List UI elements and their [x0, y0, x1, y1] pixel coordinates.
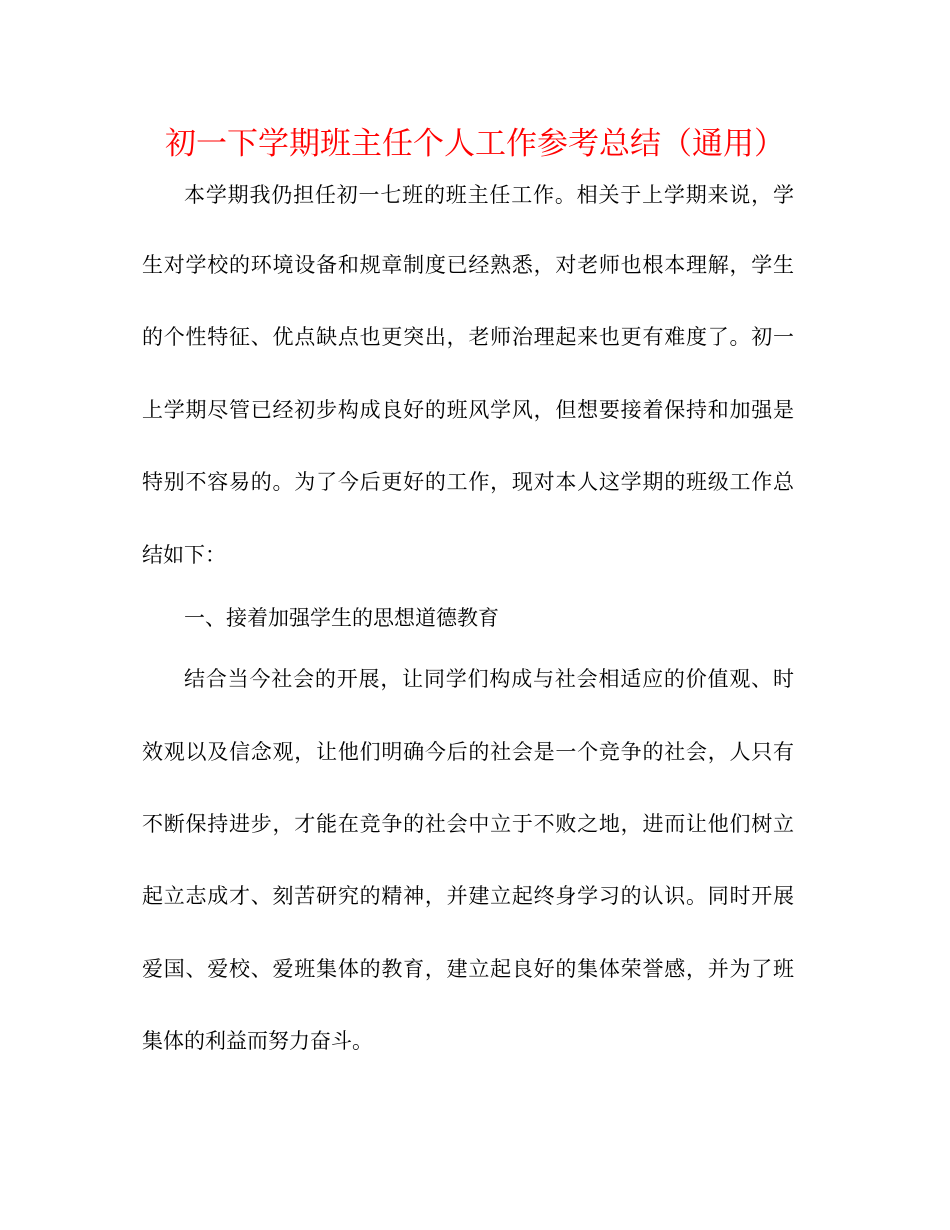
paragraph-line: 上学期尽管已经初步构成良好的班风学风，但想要接着保持和加强是	[142, 398, 794, 422]
paragraph-line: 特别不容易的。为了今后更好的工作，现对本人这学期的班级工作总	[142, 470, 794, 494]
paragraph-line: 不断保持进步，才能在竞争的社会中立于不败之地，进而让他们树立	[142, 812, 794, 836]
paragraph-line: 效观以及信念观，让他们明确今后的社会是一个竞争的社会，人只有	[142, 740, 794, 764]
paragraph-line: 结合当今社会的开展，让同学们构成与社会相适应的价值观、时	[184, 667, 794, 691]
paragraph-line: 爱国、爱校、爱班集体的教育，建立起良好的集体荣誉感，并为了班	[142, 957, 794, 981]
document-title: 初一下学期班主任个人工作参考总结（通用）	[165, 126, 785, 162]
paragraph-line: 集体的利益而努力奋斗。	[142, 1029, 373, 1053]
paragraph-line: 结如下：	[142, 543, 226, 567]
paragraph-line: 本学期我仍担任初一七班的班主任工作。相关于上学期来说，学	[184, 183, 794, 207]
section-heading: 一、接着加强学生的思想道德教育	[184, 606, 499, 630]
paragraph-line: 的个性特征、优点缺点也更突出，老师治理起来也更有难度了。初一	[142, 325, 794, 349]
paragraph-line: 起立志成才、刻苦研究的精神，并建立起终身学习的认识。同时开展	[142, 884, 794, 908]
paragraph-line: 生对学校的环境设备和规章制度已经熟悉，对老师也根本理解，学生	[142, 253, 794, 277]
